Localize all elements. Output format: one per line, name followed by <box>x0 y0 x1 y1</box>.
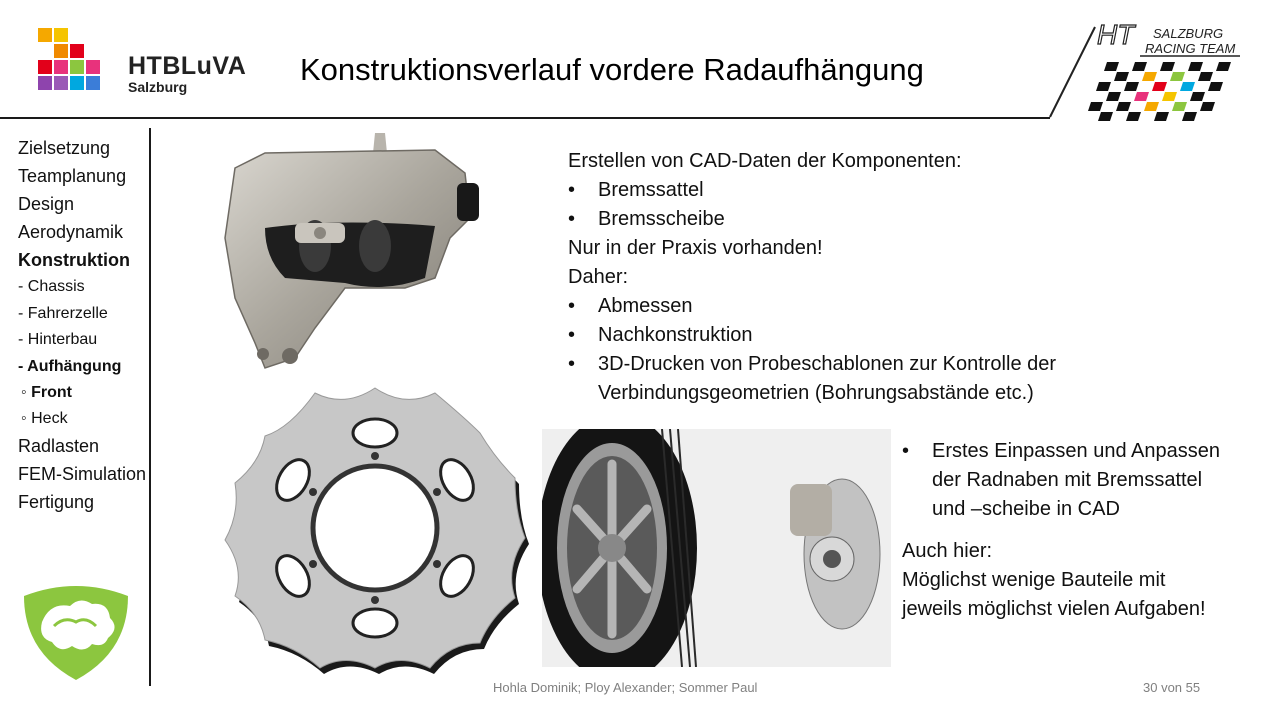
block2-line: jeweils möglichst vielen Aufgaben! <box>902 598 1206 620</box>
list-item-continuation: der Radnaben mit Bremssattel <box>932 469 1203 491</box>
nav-chassis[interactable]: - Chassis <box>18 278 85 295</box>
bullet-dot: • <box>902 440 910 462</box>
list-item: • Abmessen <box>568 292 1056 321</box>
list-item-continuation: und –scheibe in CAD <box>932 498 1120 520</box>
team-monogram: HT <box>1097 22 1135 50</box>
school-name: HTBLuVA <box>128 52 247 80</box>
brake-disc-image <box>210 378 535 683</box>
brake-caliper-image <box>195 128 495 373</box>
nav-aerodynamik[interactable]: Aerodynamik <box>18 222 124 242</box>
nav-fem-simulation[interactable]: FEM-Simulation <box>18 464 147 484</box>
list-item: • Bremssattel <box>568 176 1056 205</box>
therefore-text: Daher: <box>568 266 629 288</box>
nav-hinterbau[interactable]: - Hinterbau <box>18 331 98 348</box>
bullet-dot: • <box>568 208 576 230</box>
bullet-dot: • <box>568 353 576 375</box>
team-name-line1: SALZBURG <box>1153 26 1224 41</box>
nav-design[interactable]: Design <box>18 194 75 214</box>
sidebar-divider <box>149 128 151 686</box>
green-shield-logo <box>20 582 132 682</box>
team-name-line2: RACING TEAM <box>1145 41 1236 56</box>
school-logo <box>38 28 248 98</box>
cad-data-block <box>568 147 1056 408</box>
nav-teamplanung[interactable]: Teamplanung <box>18 166 127 186</box>
wheel-assembly-image <box>542 429 891 667</box>
slide-title: Konstruktionsverlauf vordere Radaufhängung <box>300 52 924 87</box>
fitting-block <box>902 437 1220 624</box>
nav-aufhaengung[interactable]: - Aufhängung <box>18 358 122 375</box>
nav-radlasten[interactable]: Radlasten <box>18 436 100 456</box>
intro-text: Erstellen von CAD-Daten der Komponenten: <box>568 150 962 172</box>
page-number: 30 von 55 <box>1143 680 1201 695</box>
nav-fertigung[interactable]: Fertigung <box>18 492 95 512</box>
note-text: Nur in der Praxis vorhanden! <box>568 237 823 259</box>
list-item: • Erstes Einpassen und Anpassen <box>902 437 1220 466</box>
nav-zielsetzung[interactable]: Zielsetzung <box>18 138 111 158</box>
list-item: • 3D-Drucken von Probeschablonen zur Kontrolle der <box>568 350 1056 379</box>
list-item-continuation: Verbindungsgeometrien (Bohrungsabstände etc.) <box>598 382 1034 404</box>
nav-konstruktion[interactable]: Konstruktion <box>18 250 130 270</box>
bullet-dot: • <box>568 179 576 201</box>
footer-authors: Hohla Dominik; Ploy Alexander; Sommer Paul <box>493 680 758 695</box>
header-divider <box>0 117 1050 119</box>
bullet-dot: • <box>568 324 576 346</box>
nav-heck[interactable]: ◦ Heck <box>21 410 68 427</box>
list-item: • Nachkonstruktion <box>568 321 1056 350</box>
racing-team-logo <box>1045 22 1245 127</box>
block2-heading: Auch hier: <box>902 540 993 562</box>
nav-fahrerzelle[interactable]: - Fahrerzelle <box>18 305 108 322</box>
bullet-dot: • <box>568 295 576 317</box>
school-city: Salzburg <box>128 79 188 95</box>
block2-line: Möglichst wenige Bauteile mit <box>902 569 1166 591</box>
list-item: • Bremsscheibe <box>568 205 1056 234</box>
nav-front[interactable]: ◦ Front <box>21 384 72 401</box>
